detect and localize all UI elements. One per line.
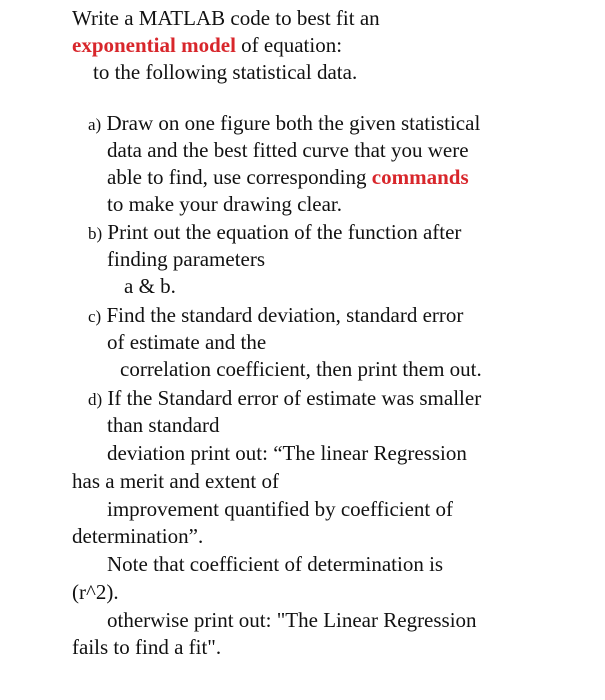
item-a-line-4: to make your drawing clear.	[107, 192, 342, 216]
item-c-line-1: c) Find the standard deviation, standard error	[88, 303, 464, 327]
item-d-line-3: deviation print out: “The linear Regression	[107, 441, 467, 465]
item-c-line-3: correlation coefficient, then print them out.	[120, 357, 482, 381]
item-a-line-3: able to find, use corresponding commands	[107, 165, 469, 189]
item-d-line-5: improvement quantified by coefficient of	[107, 497, 453, 521]
item-c-label: c)	[88, 307, 102, 326]
exponential-model-highlight: exponential model	[72, 33, 236, 57]
item-d-line-8: (r^2).	[72, 580, 119, 604]
item-d-line-6: determination”.	[72, 524, 204, 548]
commands-highlight: commands	[371, 165, 469, 189]
item-d-line-9: otherwise print out: "The Linear Regression	[107, 608, 477, 632]
item-a-line-1: a) Draw on one figure both the given statistical	[88, 111, 481, 135]
item-b-line-2: finding parameters	[107, 247, 266, 271]
intro-line-3: to the following statistical data.	[93, 60, 358, 84]
item-d-line-4: has a merit and extent of	[72, 469, 280, 493]
item-d-line-7: Note that coefficient of determination is	[107, 552, 444, 576]
item-b-line-1: b) Print out the equation of the function after	[88, 220, 462, 244]
item-a-line-2: data and the best fitted curve that you were	[107, 138, 469, 162]
intro-line-2-rest: of equation:	[235, 33, 343, 57]
item-d-label: d)	[88, 390, 103, 409]
item-a-label: a)	[88, 115, 102, 134]
item-d-line-2: than standard	[107, 413, 220, 437]
item-b-label: b)	[88, 224, 103, 243]
item-c-line-2: of estimate and the	[107, 330, 267, 354]
item-b-line-3: a & b.	[124, 274, 176, 298]
item-d-line-1: d) If the Standard error of estimate was smaller	[88, 386, 482, 410]
item-d-line-10: fails to find a fit".	[72, 635, 222, 659]
intro-line-1: Write a MATLAB code to best fit an	[72, 6, 380, 30]
intro-line-2	[72, 32, 342, 58]
